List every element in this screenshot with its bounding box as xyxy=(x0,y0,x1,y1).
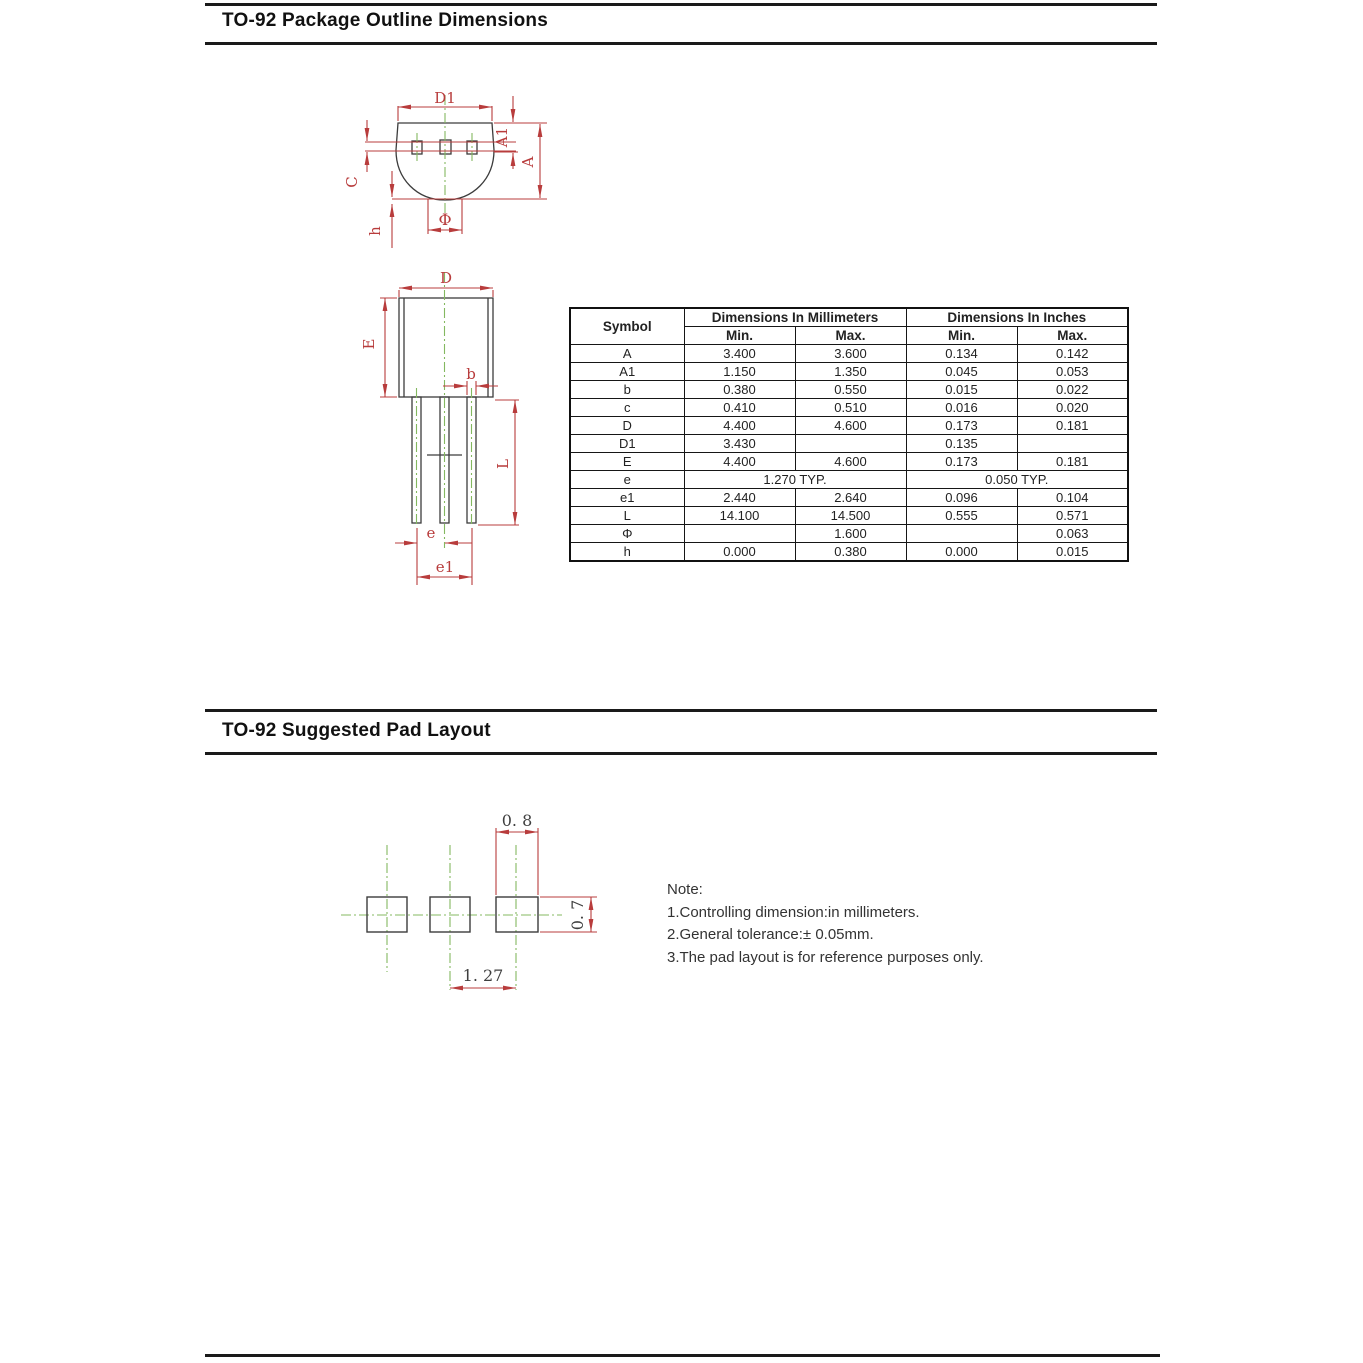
cell-symbol: L xyxy=(570,507,684,525)
dim-label-A1: A1 xyxy=(493,126,511,148)
note-line-3: 3.The pad layout is for reference purposes only. xyxy=(667,948,984,966)
cell-in-min: 0.135 xyxy=(906,435,1017,453)
section2-title: TO-92 Suggested Pad Layout xyxy=(222,720,491,741)
cell-in-max xyxy=(1017,435,1128,453)
cell-in-max: 0.022 xyxy=(1017,381,1128,399)
cell-mm-min: 3.430 xyxy=(684,435,795,453)
notes xyxy=(667,879,984,969)
top-rule xyxy=(205,3,1157,6)
cell-mm-min: 3.400 xyxy=(684,345,795,363)
cell-mm-min: 0.000 xyxy=(684,543,795,562)
table-row xyxy=(570,507,1128,525)
col-header-mm-max: Max. xyxy=(795,327,906,345)
table-row xyxy=(570,543,1128,562)
cell-mm-max: 3.600 xyxy=(795,345,906,363)
cell-mm-min: 4.400 xyxy=(684,417,795,435)
cell-in-min: 0.096 xyxy=(906,489,1017,507)
pad-centerlines xyxy=(341,845,562,990)
cell-symbol: A1 xyxy=(570,363,684,381)
cell-in-max: 0.181 xyxy=(1017,453,1128,471)
dim-label-E: E xyxy=(360,338,378,350)
pad-layout-drawing xyxy=(335,800,605,1000)
section1-underline xyxy=(205,42,1157,45)
table-row xyxy=(570,489,1128,507)
front-view-centerlines xyxy=(417,272,472,548)
cell-mm-min: 4.400 xyxy=(684,453,795,471)
dim-label-e1: e1 xyxy=(435,558,455,576)
cell-mm-max: 14.500 xyxy=(795,507,906,525)
cell-in-typ: 0.050 TYP. xyxy=(906,471,1128,489)
cell-symbol: h xyxy=(570,543,684,562)
dim-label-C: C xyxy=(343,176,361,188)
cell-in-max: 0.181 xyxy=(1017,417,1128,435)
table-header-row-1 xyxy=(570,308,1128,327)
cell-symbol: A xyxy=(570,345,684,363)
cell-in-min: 0.555 xyxy=(906,507,1017,525)
col-header-symbol: Symbol xyxy=(570,308,684,345)
cell-in-min: 0.000 xyxy=(906,543,1017,562)
table-row xyxy=(570,435,1128,453)
note-title: Note: xyxy=(667,881,703,898)
cell-in-min: 0.134 xyxy=(906,345,1017,363)
cell-symbol: b xyxy=(570,381,684,399)
table-row xyxy=(570,399,1128,417)
cell-symbol: E xyxy=(570,453,684,471)
cell-in-min xyxy=(906,525,1017,543)
dim-label-L: L xyxy=(494,459,512,469)
dim-label-b: b xyxy=(466,365,476,383)
col-header-mm-min: Min. xyxy=(684,327,795,345)
cell-symbol: Φ xyxy=(570,525,684,543)
cell-symbol: D xyxy=(570,417,684,435)
cell-mm-min: 2.440 xyxy=(684,489,795,507)
cell-symbol: e xyxy=(570,471,684,489)
table-row xyxy=(570,381,1128,399)
col-header-mm: Dimensions In Millimeters xyxy=(684,308,906,327)
cell-symbol: D1 xyxy=(570,435,684,453)
cell-mm-min: 14.100 xyxy=(684,507,795,525)
col-header-in-min: Min. xyxy=(906,327,1017,345)
cell-mm-max: 2.640 xyxy=(795,489,906,507)
cell-mm-typ: 1.270 TYP. xyxy=(684,471,906,489)
table-row xyxy=(570,453,1128,471)
cell-in-min: 0.015 xyxy=(906,381,1017,399)
cell-in-min: 0.173 xyxy=(906,453,1017,471)
package-top-view-drawing xyxy=(330,78,560,253)
cell-mm-max: 0.510 xyxy=(795,399,906,417)
section1-title: TO-92 Package Outline Dimensions xyxy=(222,10,548,31)
top-view-dimension-lines xyxy=(365,96,547,248)
cell-in-min: 0.045 xyxy=(906,363,1017,381)
col-header-inch: Dimensions In Inches xyxy=(906,308,1128,327)
cell-mm-max: 4.600 xyxy=(795,453,906,471)
cell-mm-max: 0.380 xyxy=(795,543,906,562)
cell-symbol: e1 xyxy=(570,489,684,507)
cell-in-max: 0.053 xyxy=(1017,363,1128,381)
cell-mm-max xyxy=(795,435,906,453)
dim-label-D: D xyxy=(439,269,453,287)
section2-topline xyxy=(205,709,1157,712)
cell-in-min: 0.173 xyxy=(906,417,1017,435)
cell-in-max: 0.015 xyxy=(1017,543,1128,562)
note-line-1: 1.Controlling dimension:in millimeters. xyxy=(667,903,920,921)
cell-mm-max: 0.550 xyxy=(795,381,906,399)
cell-in-max: 0.571 xyxy=(1017,507,1128,525)
cell-mm-min: 0.410 xyxy=(684,399,795,417)
cell-in-max: 0.142 xyxy=(1017,345,1128,363)
table-row-e-typ xyxy=(570,471,1128,489)
dim-label-D1: D1 xyxy=(434,89,456,107)
cell-in-max: 0.104 xyxy=(1017,489,1128,507)
dim-label-phi: Φ xyxy=(438,210,452,229)
table-row xyxy=(570,525,1128,543)
dim-label-e: e xyxy=(426,524,436,542)
dimensions-table xyxy=(569,307,1129,562)
dim-label-A: A xyxy=(519,156,537,168)
table-row xyxy=(570,417,1128,435)
note-line-2: 2.General tolerance:± 0.05mm. xyxy=(667,926,874,943)
table-row xyxy=(570,363,1128,381)
cell-mm-min xyxy=(684,525,795,543)
cell-mm-min: 0.380 xyxy=(684,381,795,399)
cell-mm-max: 4.600 xyxy=(795,417,906,435)
pad-dim-label-height: 0. 7 xyxy=(568,899,587,931)
cell-mm-max: 1.600 xyxy=(795,525,906,543)
pad-dim-label-width: 0. 8 xyxy=(501,811,533,830)
cell-in-min: 0.016 xyxy=(906,399,1017,417)
cell-symbol: c xyxy=(570,399,684,417)
top-view-centerlines xyxy=(417,95,472,213)
table-row xyxy=(570,345,1128,363)
dim-label-h: h xyxy=(366,226,384,236)
section2-underline xyxy=(205,752,1157,755)
pad-dim-label-pitch: 1. 27 xyxy=(462,966,504,985)
cell-mm-min: 1.150 xyxy=(684,363,795,381)
col-header-in-max: Max. xyxy=(1017,327,1128,345)
package-front-outline xyxy=(399,298,493,523)
cell-mm-max: 1.350 xyxy=(795,363,906,381)
bottom-rule xyxy=(205,1354,1160,1357)
cell-in-max: 0.020 xyxy=(1017,399,1128,417)
package-front-view-drawing xyxy=(330,265,582,595)
cell-in-max: 0.063 xyxy=(1017,525,1128,543)
